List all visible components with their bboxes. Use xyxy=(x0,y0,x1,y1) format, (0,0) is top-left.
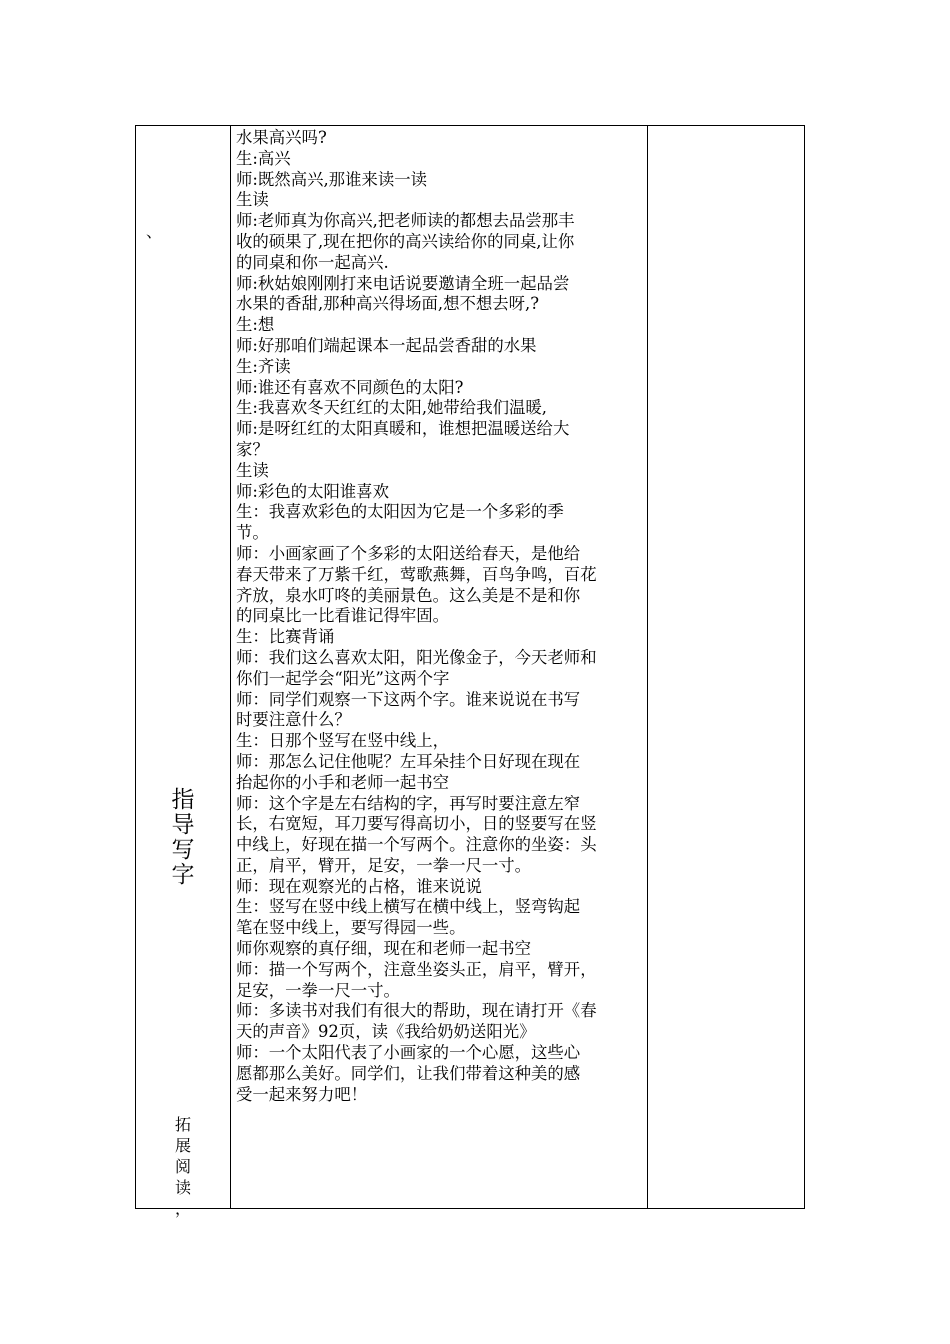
dialogue-line: 的同桌比一比看谁记得牢固。 xyxy=(236,606,450,626)
section-label-char: 展 xyxy=(174,1136,191,1155)
section-label-char: 写 xyxy=(171,837,195,863)
dialogue-line: 中线上，好现在描一个写两个。注意你的坐姿：头 xyxy=(236,835,597,855)
dialogue-line: 生：我喜欢彩色的太阳因为它是一个多彩的季 xyxy=(236,502,564,522)
dialogue-line: 长，右宽短，耳刀要写得高切小，日的竖要写在竖 xyxy=(236,814,597,834)
section-label-char: 导 xyxy=(171,812,195,838)
dialogue-line: 师你观察的真仔细，现在和老师一起书空 xyxy=(236,939,532,959)
dialogue-line: 师：现在观察光的占格，谁来说说 xyxy=(236,876,482,896)
dialogue-line: 生读 xyxy=(236,460,269,480)
dialogue-line: 师：那怎么记住他呢？左耳朵挂个日好现在现在 xyxy=(236,751,581,771)
section-label-char: 字 xyxy=(171,862,195,888)
dialogue-line: 收的硕果了,现在把你的高兴读给你的同桌,让你 xyxy=(236,231,575,251)
dialogue-line: 齐放，泉水叮咚的美丽景色。这么美是不是和你 xyxy=(236,585,581,605)
dialogue-line: 家？ xyxy=(236,439,269,459)
dialogue-line: 师：多读书对我们有很大的帮助，现在请打开《春 xyxy=(236,1001,597,1021)
dialogue-line: 春天带来了万紫千红，莺歌燕舞，百鸟争鸣，百花 xyxy=(236,564,597,584)
dialogue-line: 生：竖写在竖中线上横写在横中线上，竖弯钩起 xyxy=(236,897,581,917)
dialogue-line: 生:我喜欢冬天红红的太阳,她带给我们温暖, xyxy=(236,398,547,418)
dialogue-line: 的同桌和你一起高兴. xyxy=(236,252,389,272)
dialogue-line: 师:是呀红红的太阳真暖和，谁想把温暖送给大 xyxy=(236,419,570,439)
dialogue-line: 生：日那个竖写在竖中线上， xyxy=(236,731,450,751)
section-label-char: 指 xyxy=(171,787,195,813)
dialogue-line: 天的声音》92页，读《我给奶奶送阳光》 xyxy=(236,1022,536,1042)
section-label-char: ， xyxy=(174,1199,191,1218)
dialogue-line: 师:既然高兴,那谁来读一读 xyxy=(236,169,428,189)
dialogue-line: 水果的香甜,那种高兴得场面,想不想去呀,? xyxy=(236,294,540,314)
lesson-table xyxy=(135,125,805,1218)
dialogue-line: 师:谁还有喜欢不同颜色的太阳? xyxy=(236,377,464,397)
dialogue-line: 师：这个字是左右结构的字，再写时要注意左窄 xyxy=(236,793,581,813)
section-label-extended-reading xyxy=(136,1114,230,1219)
column-divider-left xyxy=(230,126,231,1208)
dialogue-line: 师:老师真为你高兴,把老师读的都想去品尝那丰 xyxy=(236,211,575,231)
dialogue-line: 生:高兴 xyxy=(236,148,291,168)
punctuation-mark: 、 xyxy=(146,222,163,241)
dialogue-line: 师：描一个写两个，注意坐姿头正，肩平，臂开， xyxy=(236,959,597,979)
dialogue-line: 水果高兴吗? xyxy=(236,128,327,147)
dialogue-line: 受一起来努力吧！ xyxy=(236,1084,368,1104)
dialogue-line: 师：一个太阳代表了小画家的一个心愿，这些心 xyxy=(236,1043,581,1063)
column-divider-right xyxy=(647,126,648,1208)
dialogue-line: 足安，一拳一尺一寸。 xyxy=(236,980,400,1000)
dialogue-line: 抬起你的小手和老师一起书空 xyxy=(236,772,450,792)
dialogue-line: 师：同学们观察一下这两个字。谁来说说在书写 xyxy=(236,689,581,709)
dialogue-line: 生:齐读 xyxy=(236,356,291,376)
dialogue-line: 笔在竖中线上，要写得园一些。 xyxy=(236,918,466,938)
dialogue-line: 师：小画家画了个多彩的太阳送给春天，是他给 xyxy=(236,543,581,563)
dialogue-line: 生:想 xyxy=(236,315,275,335)
section-label-guide-writing xyxy=(136,788,230,888)
dialogue-line: 师:彩色的太阳谁喜欢 xyxy=(236,481,390,501)
section-label-char: 阅 xyxy=(174,1157,191,1176)
dialogue-line: 师:好那咱们端起课本一起品尝香甜的水果 xyxy=(236,335,537,355)
lesson-dialogue-column xyxy=(236,128,644,1105)
dialogue-line: 愿都那么美好。同学们，让我们带着这种美的感 xyxy=(236,1063,581,1083)
dialogue-line: 你们一起学会“阳光”这两个字 xyxy=(236,668,450,688)
dialogue-line: 正，肩平，臂开，足安，一拳一尺一寸。 xyxy=(236,855,532,875)
section-label-column xyxy=(136,126,230,1218)
dialogue-line: 生读 xyxy=(236,190,269,210)
dialogue-line: 师:秋姑娘刚刚打来电话说要邀请全班一起品尝 xyxy=(236,273,570,293)
dialogue-line: 生：比赛背诵 xyxy=(236,627,335,647)
section-label-char: 拓 xyxy=(174,1115,191,1134)
dialogue-line: 节。 xyxy=(236,523,269,543)
dialogue-line: 师：我们这么喜欢太阳，阳光像金子，今天老师和 xyxy=(236,647,597,667)
section-label-char: 读 xyxy=(174,1178,191,1197)
dialogue-line: 时要注意什么？ xyxy=(236,710,351,730)
